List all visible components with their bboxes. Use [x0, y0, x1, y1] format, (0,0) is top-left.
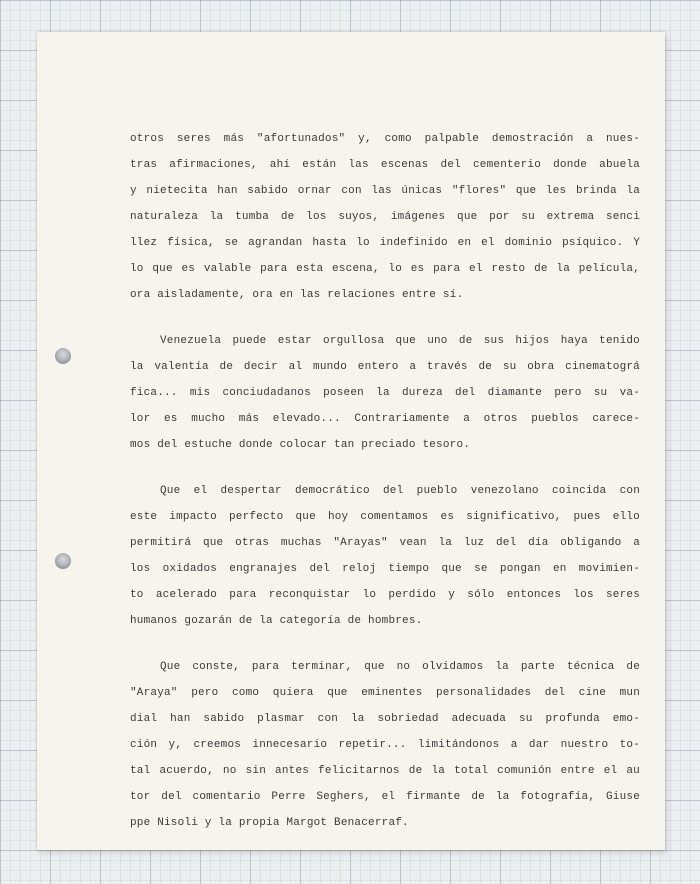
- text-line: Venezuela puede estar orgullosa que uno de sus hijos haya tenido: [160, 335, 640, 347]
- text-line: y nietecita han sabido ornar con las únicas "flores" que les brinda la: [130, 185, 640, 197]
- document-page: [37, 32, 665, 850]
- text-line: Que conste, para terminar, que no olvidamos la parte técnica de: [160, 661, 640, 673]
- text-line: tal acuerdo, no sin antes felicitarnos de la total comunión entre el au: [130, 765, 640, 777]
- text-line: to acelerado para reconquistar lo perdido y sólo entonces los seres: [130, 589, 640, 601]
- text-line: los oxidados engranajes del reloj tiempo que se pongan en movimien-: [130, 563, 640, 575]
- paragraph: [130, 654, 640, 836]
- text-line: este impacto perfecto que hoy comentamos es significativo, pues ello: [130, 511, 640, 523]
- text-line: humanos gozarán de la categoría de hombres.: [130, 615, 423, 627]
- punch-hole-top: [55, 348, 71, 364]
- text-line: permitirá que otras muchas "Arayas" vean la luz del día obligando a: [130, 537, 640, 549]
- text-line: lo que es valable para esta escena, lo es para el resto de la película,: [130, 263, 640, 275]
- text-line: llez física, se agrandan hasta lo indefinido en el dominio psíquico. Y: [130, 237, 640, 249]
- text-line: "Araya" pero como quiera que eminentes personalidades del cine mun: [130, 687, 640, 699]
- text-line: ción y, creemos innecesario repetir... limitándonos a dar nuestro to-: [130, 739, 640, 751]
- paragraph: [130, 478, 640, 634]
- text-line: Que el despertar democrático del pueblo venezolano coincida con: [160, 485, 640, 497]
- text-line: naturaleza la tumba de los suyos, imágenes que por su extrema senci: [130, 211, 640, 223]
- typed-text-body: [130, 126, 640, 836]
- paragraph: [130, 328, 640, 458]
- text-line: ora aisladamente, ora en las relaciones entre sí.: [130, 289, 464, 301]
- text-line: fica... mis conciudadanos poseen la dureza del diamante pero su va-: [130, 387, 640, 399]
- text-line: ppe Nisoli y la propia Margot Benacerraf.: [130, 817, 409, 829]
- text-line: mos del estuche donde colocar tan preciado tesoro.: [130, 439, 471, 451]
- punch-hole-bottom: [55, 553, 71, 569]
- text-line: tras afirmaciones, ahí están las escenas del cementerio donde abuela: [130, 159, 640, 171]
- text-line: dial han sabido plasmar con la sobriedad adecuada su profunda emo-: [130, 713, 640, 725]
- text-line: la valentía de decir al mundo entero a través de su obra cinematográ: [130, 361, 640, 373]
- paragraph: [130, 126, 640, 308]
- text-line: otros seres más "afortunados" y, como palpable demostración a nues-: [130, 133, 640, 145]
- text-line: tor del comentario Perre Seghers, el firmante de la fotografía, Giuse: [130, 791, 640, 803]
- text-line: lor es mucho más elevado... Contrariamente a otros pueblos carece-: [130, 413, 640, 425]
